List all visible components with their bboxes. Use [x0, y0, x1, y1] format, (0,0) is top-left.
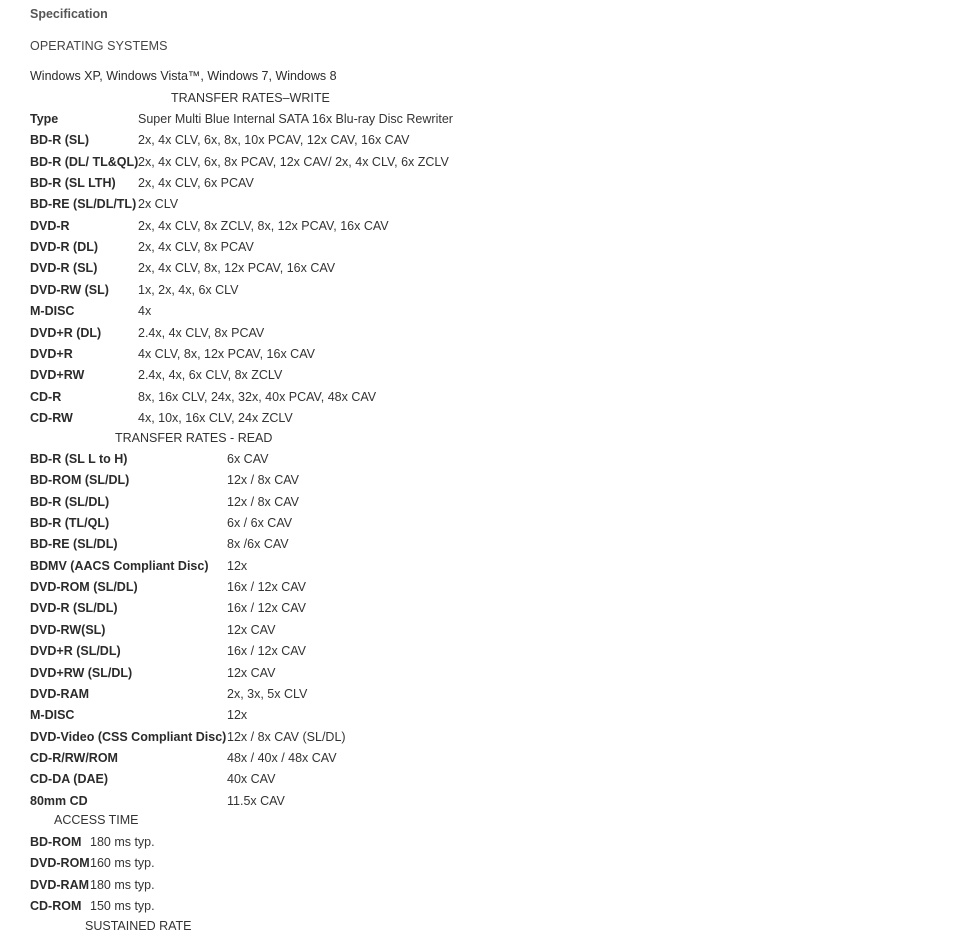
spec-value: 4x, 10x, 16x CLV, 24x ZCLV [138, 410, 293, 425]
spec-label: M-DISC [30, 708, 75, 723]
spec-label: BD-R (TL/QL) [30, 516, 110, 531]
spec-value: 48x / 40x / 48x CAV [227, 750, 337, 765]
os-heading: OPERATING SYSTEMS [30, 39, 168, 53]
read-heading: TRANSFER RATES - READ [115, 431, 273, 445]
spec-label: BD-R (SL) [30, 133, 90, 148]
spec-value: Super Multi Blue Internal SATA 16x Blu-ray Disc Rewriter [138, 112, 453, 126]
spec-label: BD-R (SL LTH) [30, 176, 116, 191]
spec-value: 2.4x, 4x CLV, 8x PCAV [138, 325, 265, 340]
spec-label: DVD-R [30, 218, 70, 233]
spec-label: CD-R [30, 389, 62, 404]
spec-label: DVD-Video (CSS Compliant Disc) [30, 729, 227, 744]
spec-value: 180 ms typ. [90, 877, 155, 892]
spec-label: BD-R (SL L to H) [30, 452, 128, 466]
spec-value: 2x, 4x CLV, 6x, 8x PCAV, 12x CAV/ 2x, 4x CLV, 6x ZCLV [138, 154, 449, 169]
spec-label: CD-R/RW/ROM [30, 750, 118, 765]
access-heading: ACCESS TIME [54, 813, 139, 827]
spec-label: BDMV (AACS Compliant Disc) [30, 558, 209, 573]
spec-value: 2x, 4x CLV, 8x, 12x PCAV, 16x CAV [138, 261, 336, 276]
spec-label: DVD-R (SL/DL) [30, 601, 118, 616]
spec-label: DVD+R [30, 346, 73, 361]
spec-label: BD-ROM (SL/DL) [30, 473, 130, 488]
spec-label: DVD-RAM [30, 686, 90, 701]
spec-label: DVD-R (DL) [30, 240, 99, 255]
spec-value: 12x [227, 558, 248, 573]
spec-label: CD-RW [30, 410, 73, 425]
spec-label: DVD-ROM (SL/DL) [30, 580, 138, 595]
spec-value: 4x [138, 304, 152, 319]
spec-label: BD-R (DL/ TL&QL) [30, 154, 139, 169]
spec-value: 8x /6x CAV [227, 537, 289, 552]
spec-value: 160 ms typ. [90, 856, 155, 871]
spec-label: CD-DA (DAE) [30, 772, 108, 787]
spec-value: 12x CAV [227, 622, 276, 637]
spec-label: BD-R (SL/DL) [30, 494, 110, 509]
spec-label: BD-RE (SL/DL) [30, 537, 118, 552]
spec-value: 180 ms typ. [90, 835, 155, 849]
spec-value: 2x CLV [138, 197, 179, 212]
spec-value: 2x, 4x CLV, 6x PCAV [138, 176, 254, 191]
spec-value: 12x / 8x CAV [227, 494, 300, 509]
spec-value: 16x / 12x CAV [227, 580, 306, 595]
spec-label: DVD+R (DL) [30, 325, 102, 340]
sustained-heading: SUSTAINED RATE [85, 919, 192, 933]
spec-value: 2x, 4x CLV, 8x PCAV [138, 240, 254, 255]
spec-label: DVD-R (SL) [30, 261, 98, 276]
spec-label: DVD-RW (SL) [30, 282, 109, 297]
spec-value: 8x, 16x CLV, 24x, 32x, 40x PCAV, 48x CAV [138, 389, 377, 404]
spec-value: 16x / 12x CAV [227, 601, 306, 616]
spec-label: 80mm CD [30, 793, 88, 808]
spec-label: DVD+R (SL/DL) [30, 644, 121, 659]
spec-value: 6x / 6x CAV [227, 516, 293, 531]
spec-label: DVD-RAM [30, 877, 90, 892]
spec-value: 40x CAV [227, 772, 276, 787]
os-value: Windows XP, Windows Vista™, Windows 7, Windows 8 [30, 69, 337, 83]
spec-value: 1x, 2x, 4x, 6x CLV [138, 282, 239, 297]
spec-label: CD-ROM [30, 899, 82, 914]
spec-value: 12x / 8x CAV (SL/DL) [227, 729, 346, 744]
write-heading: TRANSFER RATES–WRITE [171, 91, 330, 105]
spec-label: DVD-ROM [30, 856, 90, 871]
spec-value: 4x CLV, 8x, 12x PCAV, 16x CAV [138, 346, 315, 361]
spec-label: DVD+RW (SL/DL) [30, 665, 133, 680]
spec-label: DVD+RW [30, 368, 85, 383]
spec-value: 12x CAV [227, 665, 276, 680]
spec-value: 2x, 4x CLV, 6x, 8x, 10x PCAV, 12x CAV, 16x CAV [138, 133, 410, 148]
spec-value: 150 ms typ. [90, 899, 155, 914]
spec-value: 6x CAV [227, 452, 269, 466]
spec-value: 2.4x, 4x, 6x CLV, 8x ZCLV [138, 368, 283, 383]
page-title: Specification [30, 7, 108, 21]
spec-value: 2x, 4x CLV, 8x ZCLV, 8x, 12x PCAV, 16x CAV [138, 218, 389, 233]
spec-label: BD-ROM [30, 835, 82, 849]
spec-value: 16x / 12x CAV [227, 644, 306, 659]
spec-label: Type [30, 112, 59, 126]
spec-value: 12x / 8x CAV [227, 473, 300, 488]
spec-label: DVD-RW(SL) [30, 622, 106, 637]
spec-value: 2x, 3x, 5x CLV [227, 686, 308, 701]
spec-value: 12x [227, 708, 248, 723]
spec-label: BD-RE (SL/DL/TL) [30, 197, 137, 212]
spec-value: 11.5x CAV [227, 793, 285, 808]
spec-label: M-DISC [30, 304, 75, 319]
